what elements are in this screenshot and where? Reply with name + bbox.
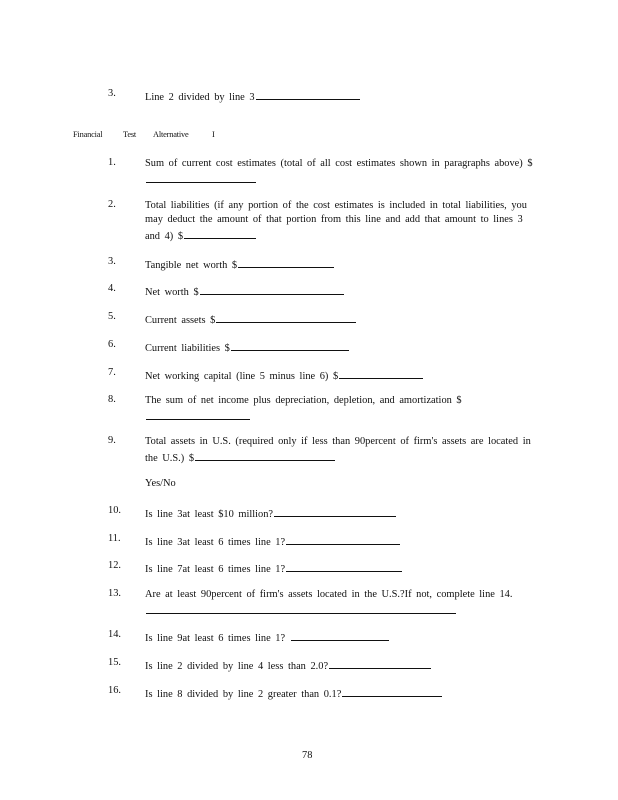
item-number: 4. xyxy=(108,283,116,294)
item-text xyxy=(145,283,535,300)
answer-blank[interactable] xyxy=(342,685,442,697)
page-number: 78 xyxy=(302,750,313,761)
question-label: Is line 3at least 6 times line 1? xyxy=(145,537,286,548)
top-item-label: Line 2 divided by line 3 xyxy=(145,92,255,103)
item-label: Current assets $ xyxy=(145,315,216,326)
question-label: Is line 3at least $10 million? xyxy=(145,509,274,520)
question-text xyxy=(145,533,535,550)
answer-blank[interactable] xyxy=(329,657,431,669)
answer-blank[interactable] xyxy=(146,408,250,420)
answer-blank[interactable] xyxy=(184,227,256,239)
item-text xyxy=(145,339,535,356)
item-number: 1. xyxy=(108,157,116,168)
question-label: Is line 2 divided by line 4 less than 2.0? xyxy=(145,661,329,672)
item-number: 6. xyxy=(108,339,116,350)
item-text xyxy=(145,157,535,188)
answer-blank[interactable] xyxy=(195,449,335,461)
question-label: Is line 8 divided by line 2 greater than 0.1? xyxy=(145,689,342,700)
answer-blank[interactable] xyxy=(291,629,389,641)
question-text xyxy=(145,629,535,646)
item-number: 8. xyxy=(108,394,116,405)
item-text xyxy=(145,311,535,328)
item-label: Net working capital (line 5 minus line 6) $ xyxy=(145,371,339,382)
item-number: 7. xyxy=(108,367,116,378)
answer-blank[interactable] xyxy=(216,311,356,323)
answer-blank[interactable] xyxy=(146,602,456,614)
answer-blank[interactable] xyxy=(286,560,402,572)
item-text xyxy=(145,435,535,466)
question-label: Is line 7at least 6 times line 1? xyxy=(145,564,286,575)
question-number: 10. xyxy=(108,505,121,516)
question-number: 16. xyxy=(108,685,121,696)
answer-blank[interactable] xyxy=(200,283,344,295)
answer-blank[interactable] xyxy=(238,256,334,268)
item-label: Total assets in U.S. (required only if less than 90percent of firm's assets are located in the U.S.) $ xyxy=(145,436,531,465)
item-label: Sum of current cost estimates (total of all cost estimates shown in paragraphs above) $ xyxy=(145,158,533,169)
item-text xyxy=(145,367,535,384)
item-label: Current liabilities $ xyxy=(145,343,230,354)
item-number: 3. xyxy=(108,256,116,267)
yes-no-label: Yes/No xyxy=(145,478,176,489)
heading-word-alternative: Alternative xyxy=(153,130,189,139)
answer-blank[interactable] xyxy=(146,171,256,183)
question-number: 14. xyxy=(108,629,121,640)
answer-blank[interactable] xyxy=(274,505,396,517)
top-item-number: 3. xyxy=(108,88,116,99)
question-text xyxy=(145,560,535,577)
heading-word-financial: Financial xyxy=(73,130,103,139)
answer-blank[interactable] xyxy=(286,533,400,545)
item-text xyxy=(145,199,535,245)
heading-word-test: Test xyxy=(123,130,137,139)
question-text xyxy=(145,685,535,702)
item-number: 5. xyxy=(108,311,116,322)
item-label: Tangible net worth $ xyxy=(145,260,238,271)
question-number: 13. xyxy=(108,588,121,599)
item-number: 2. xyxy=(108,199,116,210)
heading-word-i: I xyxy=(212,130,215,139)
answer-blank[interactable] xyxy=(256,88,360,100)
top-item-text xyxy=(145,88,535,105)
item-label: Total liabilities (if any portion of the cost estimates is included in total liabilities, you may deduct the amount of that portion from this line and add that amount to lines 3 and 4) $ xyxy=(145,200,527,243)
item-number: 9. xyxy=(108,435,116,446)
item-label: Net worth $ xyxy=(145,287,199,298)
answer-blank[interactable] xyxy=(339,367,423,379)
question-number: 11. xyxy=(108,533,121,544)
question-number: 12. xyxy=(108,560,121,571)
question-text xyxy=(145,588,525,619)
question-text xyxy=(145,505,535,522)
question-label: Is line 9at least 6 times line 1? xyxy=(145,633,290,644)
item-text xyxy=(145,394,475,425)
question-label: Are at least 90percent of firm's assets located in the U.S.?If not, complete line 14. xyxy=(145,589,513,600)
item-label: The sum of net income plus depreciation, depletion, and amortization $ xyxy=(145,395,462,406)
item-text xyxy=(145,256,535,273)
question-number: 15. xyxy=(108,657,121,668)
answer-blank[interactable] xyxy=(231,339,349,351)
question-text xyxy=(145,657,535,674)
